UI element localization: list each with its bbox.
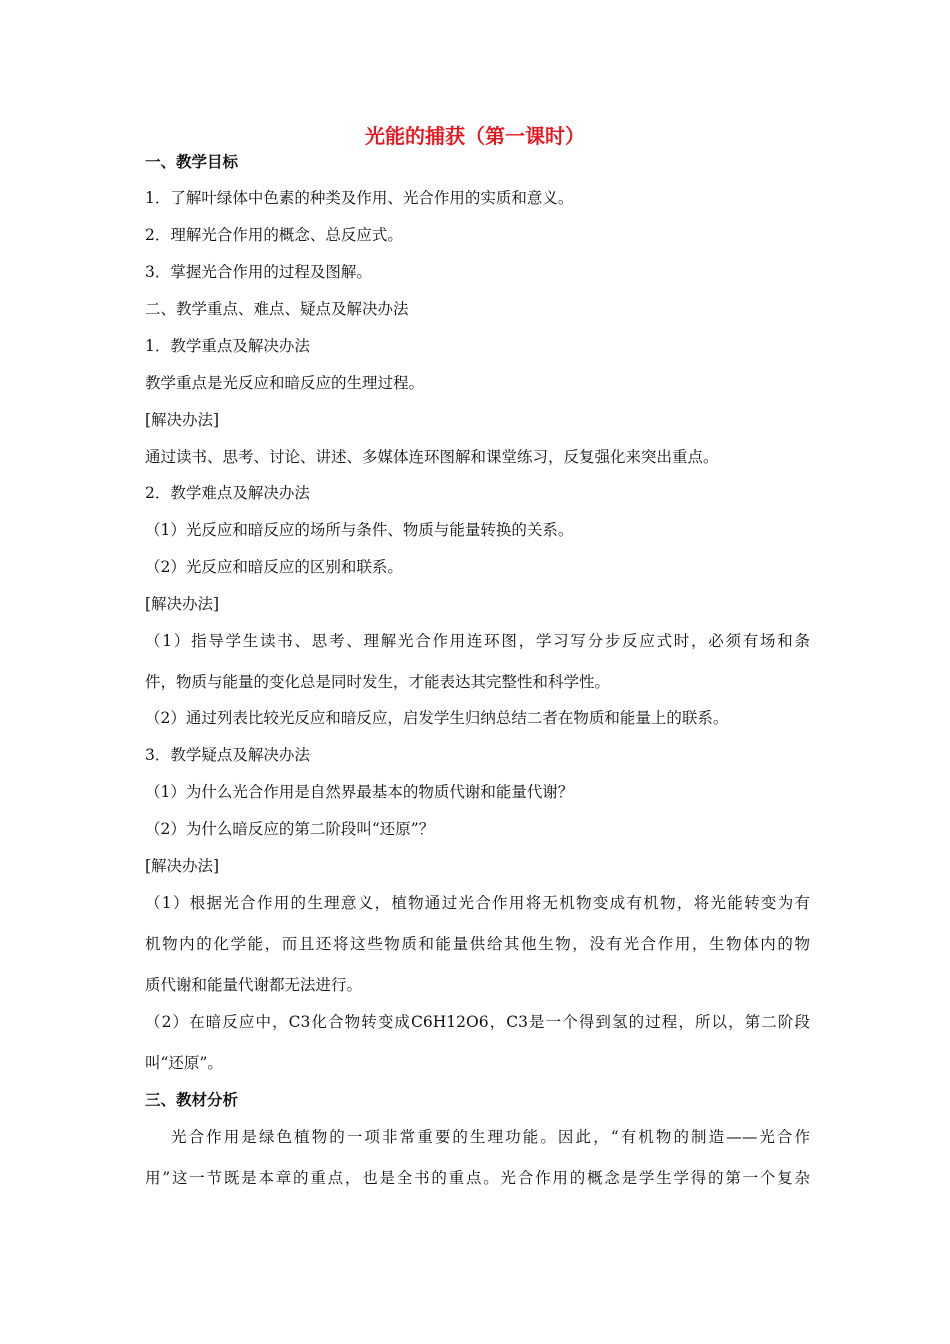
section-heading-key-points: 二、教学重点、难点、疑点及解决办法 <box>145 300 409 318</box>
paragraph-line: 教学重点是光反应和暗反应的生理过程。 <box>145 374 425 392</box>
paragraph-line: （1）光反应和暗反应的场所与条件、物质与能量转换的关系。 <box>145 521 574 539</box>
objective-item-1: 1．了解叶绿体中色素的种类及作用、光合作用的实质和意义。 <box>145 189 574 207</box>
paragraph-line: 用”这一节既是本章的重点，也是全书的重点。光合作用的概念是学生学得的第一个复杂 <box>145 1169 810 1187</box>
document-title: 光能的捕获（第一课时） <box>365 124 585 148</box>
paragraph-line: 机物内的化学能，而且还将这些物质和能量供给其他生物，没有光合作用，生物体内的物 <box>145 935 810 953</box>
paragraph-line: （1）为什么光合作用是自然界最基本的物质代谢和能量代谢？ <box>145 783 574 801</box>
paragraph-line: 光合作用是绿色植物的一项非常重要的生理功能。因此，“有机物的制造——光合作 <box>171 1128 810 1146</box>
subheading-difficult-point: 2．教学难点及解决办法 <box>145 484 310 502</box>
paragraph-line: （2）在暗反应中，C3化合物转变成C6H12O6，C3是一个得到氢的过程，所以，第二阶段 <box>145 1013 810 1031</box>
paragraph-line: （2）通过列表比较光反应和暗反应，启发学生归纳总结二者在物质和能量上的联系。 <box>145 709 729 727</box>
subheading-key-point: 1．教学重点及解决办法 <box>145 337 310 355</box>
paragraph-line: 叫“还原”。 <box>145 1054 223 1072</box>
paragraph-line: 通过读书、思考、讨论、讲述、多媒体连环图解和课堂练习，反复强化来突出重点。 <box>145 448 719 466</box>
solution-label: [解决办法] <box>145 595 220 613</box>
objective-item-3: 3．掌握光合作用的过程及图解。 <box>145 263 372 281</box>
paragraph-line: （1）根据光合作用的生理意义，植物通过光合作用将无机物变成有机物，将光能转变为有 <box>145 894 810 912</box>
paragraph-line: （2）光反应和暗反应的区别和联系。 <box>145 558 403 576</box>
paragraph-line: 质代谢和能量代谢都无法进行。 <box>145 976 363 994</box>
subheading-doubt-point: 3．教学疑点及解决办法 <box>145 746 310 764</box>
paragraph-line: （1）指导学生读书、思考、理解光合作用连环图，学习写分步反应式时，必须有场和条 <box>145 632 810 650</box>
paragraph-line: 件，物质与能量的变化总是同时发生，才能表达其完整性和科学性。 <box>145 673 611 691</box>
objective-item-2: 2．理解光合作用的概念、总反应式。 <box>145 226 403 244</box>
section-heading-analysis: 三、教材分析 <box>145 1090 239 1109</box>
solution-label: [解决办法] <box>145 857 220 875</box>
paragraph-line: （2）为什么暗反应的第二阶段叫“还原”？ <box>145 820 435 838</box>
section-heading-objectives: 一、教学目标 <box>145 152 239 171</box>
solution-label: [解决办法] <box>145 411 220 429</box>
